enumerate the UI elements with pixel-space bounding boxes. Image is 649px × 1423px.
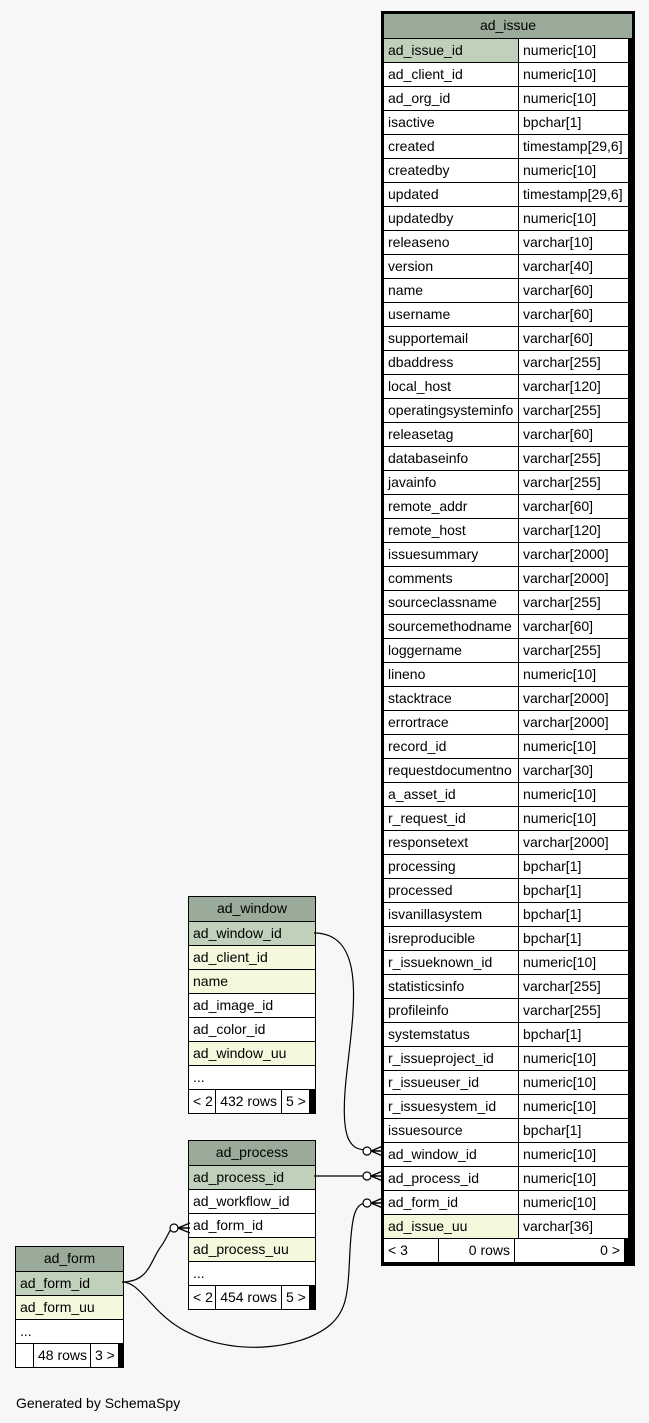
column-name: requestdocumentno <box>384 759 518 782</box>
column-type: varchar[2000] <box>518 831 628 854</box>
column-type: varchar[255] <box>518 351 628 374</box>
column-name: remote_host <box>384 519 518 542</box>
parents-link[interactable]: < 2 <box>189 1286 215 1309</box>
column-name: ad_process_uu <box>189 1238 315 1261</box>
column-name: statisticsinfo <box>384 975 518 998</box>
column-name: username <box>384 303 518 326</box>
table-name: ad_window <box>189 897 315 921</box>
column-name: stacktrace <box>384 687 518 710</box>
column-name: version <box>384 255 518 278</box>
column-name: dbaddress <box>384 351 518 374</box>
column-name: record_id <box>384 735 518 758</box>
column-name: releaseno <box>384 231 518 254</box>
column-type: numeric[10] <box>518 1071 628 1094</box>
column-type: varchar[255] <box>518 639 628 662</box>
crowfoot-window <box>371 1146 383 1156</box>
column-type: varchar[30] <box>518 759 628 782</box>
column-type: varchar[60] <box>518 327 628 350</box>
column-type: numeric[10] <box>518 807 628 830</box>
column-name: isvanillasystem <box>384 903 518 926</box>
link-window-issue <box>314 933 367 1150</box>
link-form-process <box>122 1228 173 1282</box>
table-name: ad_process <box>189 1141 315 1165</box>
column-type: numeric[10] <box>518 663 628 686</box>
column-type: bpchar[1] <box>518 111 628 134</box>
column-name: ad_image_id <box>189 994 315 1017</box>
children-link[interactable]: 5 > <box>281 1286 309 1309</box>
column-type: varchar[120] <box>518 519 628 542</box>
column-name: ad_org_id <box>384 87 518 110</box>
column-name: databaseinfo <box>384 447 518 470</box>
link-process-issue-marker <box>363 1172 371 1180</box>
column-type: numeric[10] <box>518 207 628 230</box>
column-type: varchar[60] <box>518 423 628 446</box>
column-name: createdby <box>384 159 518 182</box>
column-name: profileinfo <box>384 999 518 1022</box>
column-type: varchar[60] <box>518 303 628 326</box>
column-type: numeric[10] <box>518 735 628 758</box>
column-name: ad_window_id <box>189 922 315 945</box>
column-name: ad_form_id <box>189 1214 315 1237</box>
column-name: comments <box>384 567 518 590</box>
crowfoot-process <box>371 1171 383 1181</box>
column-name: supportemail <box>384 327 518 350</box>
column-name: ad_process_id <box>189 1166 315 1189</box>
column-type: numeric[10] <box>518 783 628 806</box>
column-name: loggername <box>384 639 518 662</box>
column-type: varchar[2000] <box>518 543 628 566</box>
column-name: ad_window_id <box>384 1143 518 1166</box>
column-name: name <box>384 279 518 302</box>
column-type: varchar[2000] <box>518 711 628 734</box>
column-type: bpchar[1] <box>518 903 628 926</box>
column-type: numeric[10] <box>518 1047 628 1070</box>
column-name: ad_workflow_id <box>189 1190 315 1213</box>
column-type: numeric[10] <box>518 1167 628 1190</box>
column-name: sourcemethodname <box>384 615 518 638</box>
column-name: r_issueknown_id <box>384 951 518 974</box>
column-name: javainfo <box>384 471 518 494</box>
column-type: varchar[2000] <box>518 567 628 590</box>
column-name: r_issueuser_id <box>384 1071 518 1094</box>
column-name: updated <box>384 183 518 206</box>
column-name: r_issueproject_id <box>384 1047 518 1070</box>
column-name: isreproducible <box>384 927 518 950</box>
column-name: lineno <box>384 663 518 686</box>
row-count: 0 rows <box>438 1239 514 1262</box>
link-form-process-marker <box>170 1224 178 1232</box>
link-form-issue-marker <box>363 1199 371 1207</box>
column-name: isactive <box>384 111 518 134</box>
row-count: 48 rows <box>33 1344 90 1367</box>
column-type: numeric[10] <box>518 63 628 86</box>
column-type: varchar[10] <box>518 231 628 254</box>
column-name: ad_color_id <box>189 1018 315 1041</box>
parents-link[interactable]: < 2 <box>189 1090 215 1113</box>
link-form-issue <box>122 1203 367 1347</box>
column-name: operatingsysteminfo <box>384 399 518 422</box>
column-name: processed <box>384 879 518 902</box>
column-name: name <box>189 970 315 993</box>
column-type: bpchar[1] <box>518 879 628 902</box>
column-name: ad_process_id <box>384 1167 518 1190</box>
column-name: ... <box>189 1066 315 1089</box>
column-type: varchar[255] <box>518 399 628 422</box>
column-type: bpchar[1] <box>518 1023 628 1046</box>
column-name: processing <box>384 855 518 878</box>
link-window-issue-marker <box>363 1147 371 1155</box>
column-type: numeric[10] <box>518 1143 628 1166</box>
column-type: varchar[2000] <box>518 687 628 710</box>
column-type: varchar[255] <box>518 447 628 470</box>
column-type: bpchar[1] <box>518 1119 628 1142</box>
column-type: varchar[255] <box>518 471 628 494</box>
row-count: 454 rows <box>215 1286 281 1309</box>
column-name: ... <box>189 1262 315 1285</box>
column-name: ad_form_id <box>16 1272 123 1295</box>
table-name: ad_issue <box>384 14 632 38</box>
column-type: numeric[10] <box>518 87 628 110</box>
column-type: varchar[255] <box>518 999 628 1022</box>
column-name: ad_issue_uu <box>384 1215 518 1238</box>
column-type: bpchar[1] <box>518 855 628 878</box>
column-type: varchar[60] <box>518 279 628 302</box>
column-type: varchar[60] <box>518 495 628 518</box>
column-type: numeric[10] <box>518 159 628 182</box>
column-name: ad_client_id <box>384 63 518 86</box>
column-name: responsetext <box>384 831 518 854</box>
column-name: releasetag <box>384 423 518 446</box>
column-type: varchar[40] <box>518 255 628 278</box>
column-name: ad_client_id <box>189 946 315 969</box>
column-type: numeric[10] <box>518 1095 628 1118</box>
column-name: r_issuesystem_id <box>384 1095 518 1118</box>
column-name: created <box>384 135 518 158</box>
column-name: remote_addr <box>384 495 518 518</box>
column-type: varchar[255] <box>518 975 628 998</box>
column-name: ad_issue_id <box>384 39 518 62</box>
column-name: sourceclassname <box>384 591 518 614</box>
column-name: ... <box>16 1320 123 1343</box>
column-type: numeric[10] <box>518 1191 628 1214</box>
column-name: updatedby <box>384 207 518 230</box>
column-type: bpchar[1] <box>518 927 628 950</box>
crowfoot-form <box>371 1198 383 1208</box>
parents-link[interactable]: < 3 <box>384 1239 438 1262</box>
column-name: ad_window_uu <box>189 1042 315 1065</box>
generated-by-footer: Generated by SchemaSpy <box>16 1395 181 1411</box>
column-name: ad_form_id <box>384 1191 518 1214</box>
column-type: timestamp[29,6] <box>518 135 628 158</box>
column-type: timestamp[29,6] <box>518 183 628 206</box>
column-type: varchar[255] <box>518 591 628 614</box>
column-name: ad_form_uu <box>16 1296 123 1319</box>
column-type: numeric[10] <box>518 951 628 974</box>
crowfoot-form-process <box>178 1223 190 1233</box>
column-name: errortrace <box>384 711 518 734</box>
row-count: 432 rows <box>215 1090 281 1113</box>
children-link[interactable]: 3 > <box>90 1344 118 1367</box>
column-name: issuesummary <box>384 543 518 566</box>
column-name: local_host <box>384 375 518 398</box>
column-type: varchar[60] <box>518 615 628 638</box>
table-name: ad_form <box>16 1247 123 1271</box>
column-name: systemstatus <box>384 1023 518 1046</box>
children-link[interactable]: 0 > <box>514 1239 624 1262</box>
column-type: varchar[36] <box>518 1215 628 1238</box>
column-name: a_asset_id <box>384 783 518 806</box>
column-type: varchar[120] <box>518 375 628 398</box>
children-link[interactable]: 5 > <box>281 1090 309 1113</box>
column-name: r_request_id <box>384 807 518 830</box>
column-type: numeric[10] <box>518 39 628 62</box>
column-name: issuesource <box>384 1119 518 1142</box>
